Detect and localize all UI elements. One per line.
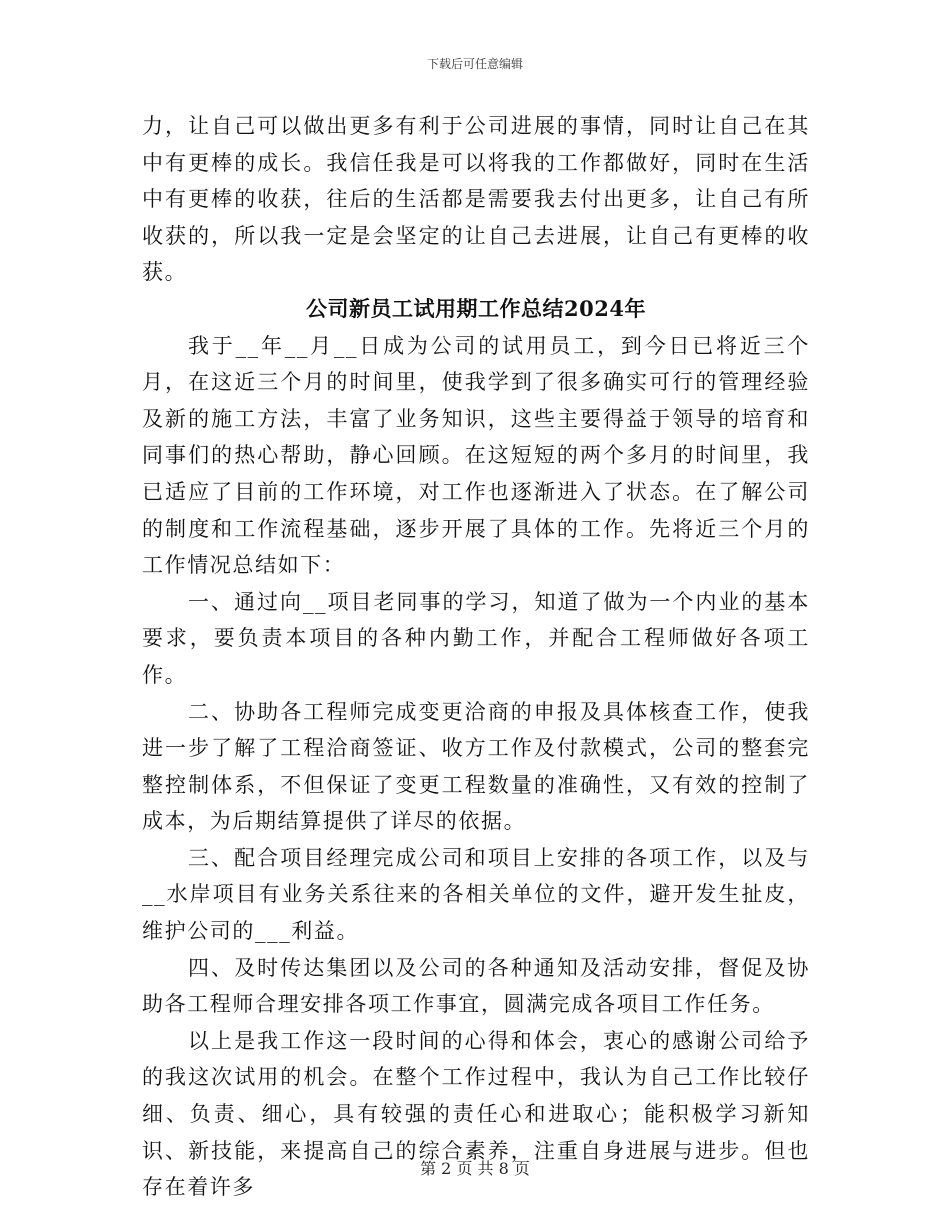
paragraph-intro: 我于__年__月__日成为公司的试用员工，到今日已将近三个月，在这近三个月的时间里，使我学到了很多确实可行的管理经验及新的施工方法，丰富了业务知识，这些主要得益于领导的培育和同事们的热心帮助，静心回顾。在这短短的两个多月的时间里，我已适应了目前的工作环境，对工作也逐渐进入了状态。在了解公司的制度和工作流程基础，逐步开展了具体的工作。先将近三个月的工作情况总结如下： xyxy=(142,333,810,578)
page-header-note: 下载后可任意编辑 xyxy=(426,57,523,71)
paragraph-conclusion: 以上是我工作这一段时间的心得和体会，衷心的感谢公司给予的我这次试用的机会。在整个工作过程中，我认为自己工作比较仔细、负责、细心，具有较强的责任心和进取心；能积极学习新知识、新技能，来提高自己的综合素养，注重自身进展与进步。但也存在着许多 xyxy=(142,1028,810,1200)
document-title: 公司新员工试用期工作总结2024年 xyxy=(306,295,646,321)
page-number: 第 2 页 共 8 页 xyxy=(420,1159,530,1178)
paragraph-item-4: 四、及时传达集团以及公司的各种通知及活动安排，督促及协助各工程师合理安排各项工作事宜，圆满完成各项目工作任务。 xyxy=(142,955,810,1017)
paragraph-item-2: 二、协助各工程师完成变更洽商的申报及具体核查工作，使我进一步了解了工程洽商签证、收方工作及付款模式，公司的整套完整控制体系，不但保证了变更工程数量的准确性，又有效的控制了成本，为后期结算提供了详尽的依据。 xyxy=(142,699,810,834)
paragraph-item-3: 三、配合项目经理完成公司和项目上安排的各项工作，以及与__水岸项目有业务关系往来的各相关单位的文件，避开发生扯皮，维护公司的___利益。 xyxy=(142,845,810,944)
document-body xyxy=(142,108,810,1206)
continued-paragraph: 力，让自己可以做出更多有利于公司进展的事情，同时让自己在其中有更棒的成长。我信任我是可以将我的工作都做好，同时在生活中有更棒的收获，往后的生活都是需要我去付出更多，让自己有所收获的，所以我一定是会坚定的让自己去进展，让自己有更棒的收获。 xyxy=(142,114,810,285)
paragraph-item-1: 一、通过向__项目老同事的学习，知道了做为一个内业的基本要求，要负责本项目的各种内勤工作，并配合工程师做好各项工作。 xyxy=(142,589,810,687)
